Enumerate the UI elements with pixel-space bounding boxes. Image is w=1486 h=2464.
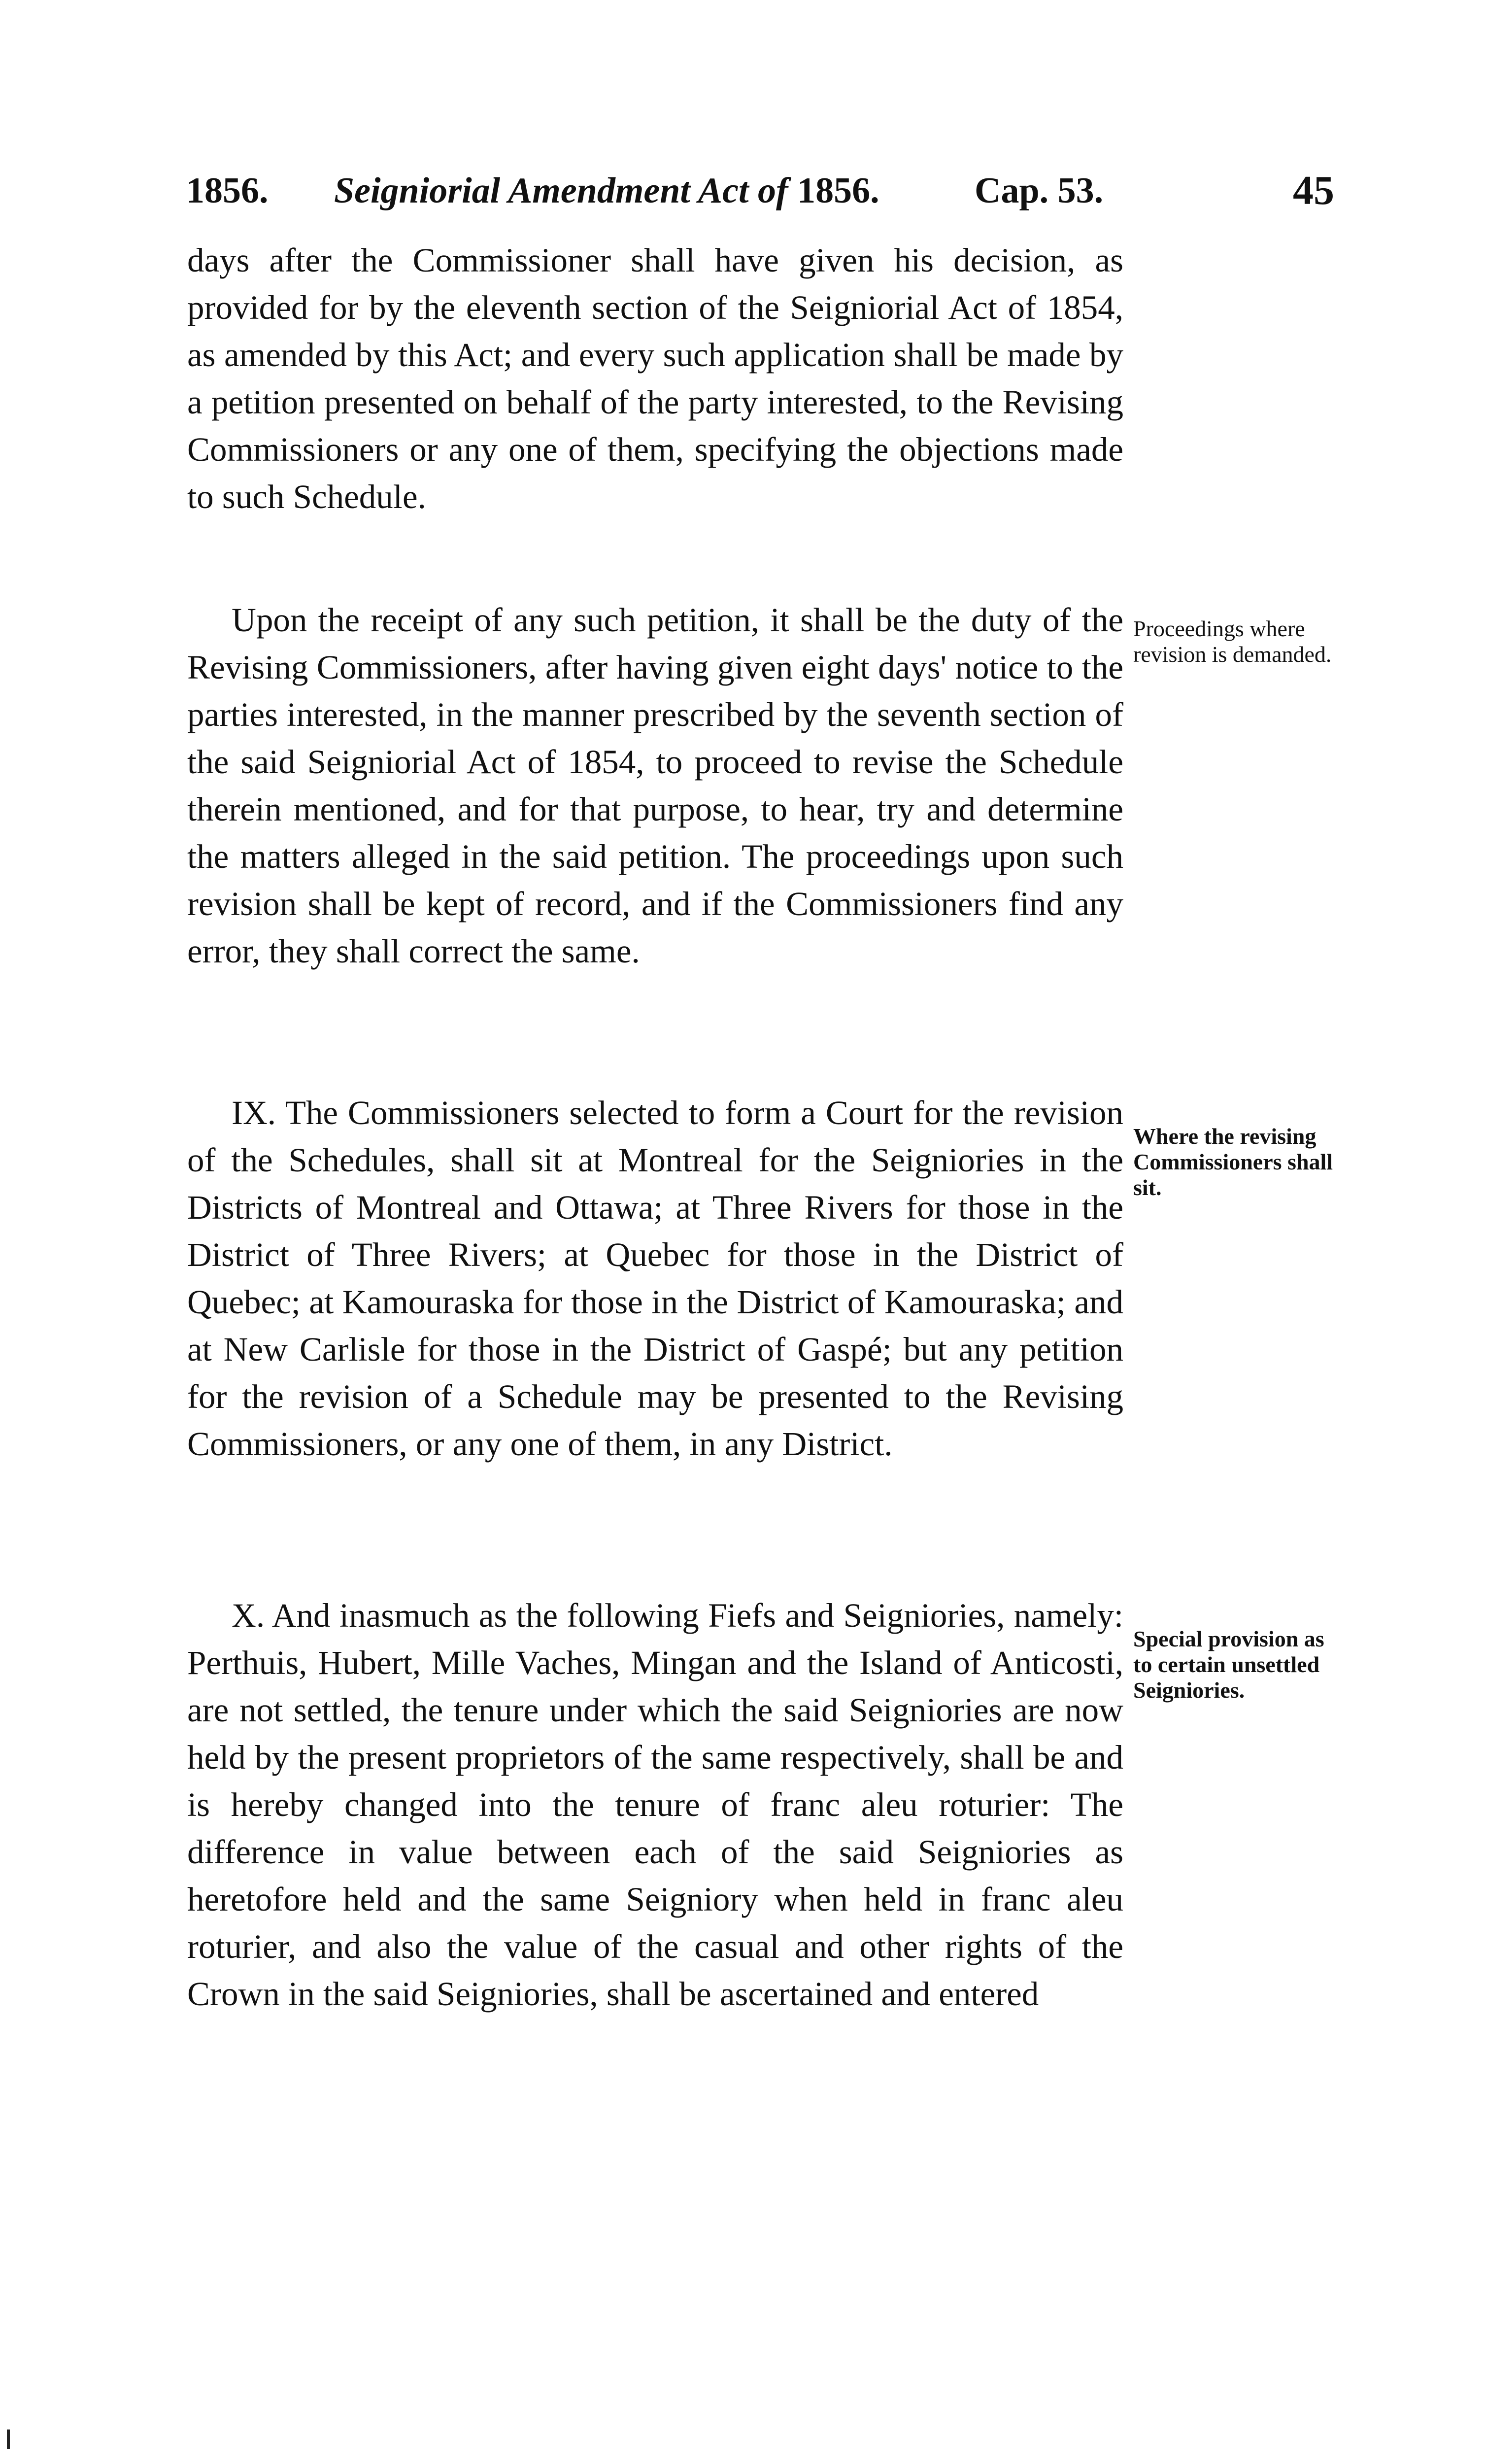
- margin-note-where-sit: Where the revising Commissioners shall sit.: [1133, 1124, 1333, 1200]
- margin-note-special-provision: Special provision as to certain unsettled Seigniories.: [1133, 1626, 1324, 1703]
- paragraph-continuation: days after the Commissioner shall have given his decision, as provided for by the eleventh section of the Seigniorial Act of 1854, as amended by this Act; and every such application shall be made by a petition presented on behalf of the party interested, to the Revising Commissioners or any one of them, specifying the objections made to such Schedule.: [187, 241, 1123, 515]
- page-edge-mark: [7, 2430, 10, 2449]
- section-ix: IX. The Commissioners selected to form a Court for the revision of the Schedules, shall sit at Montreal for the Seigniories in the Districts of Montreal and Ottawa; at Three Rivers for those in the District of Three Rivers; at Quebec for those in the District of Quebec; at Kamouraska for those in the District of Kamouraska; and at New Carlisle for those in the District of Gaspé; but any petition for the revision of a Schedule may be presented to the Revising Commissioners, or any one of them, in any District.: [187, 1094, 1123, 1463]
- paragraph-revision-duty: Upon the receipt of any such petition, it shall be the duty of the Revising Commissioners, after having given eight days' notice to the parties interested, in the manner prescribed by the seventh section of the said Seigniorial Act of 1854, to proceed to revise the Schedule therein mentioned, and for that purpose, to hear, try and determine the matters alleged in the said petition. The proceedings upon such revision shall be kept of record, and if the Commissioners find any error, they shall correct the same.: [187, 601, 1123, 970]
- header-chapter: Cap. 53.: [975, 171, 1104, 211]
- margin-note-proceedings: Proceedings where revision is demanded.: [1133, 616, 1332, 667]
- header-title: [334, 164, 879, 218]
- header-year: 1856.: [186, 171, 269, 211]
- header-title-italic: Seigniorial Amendment Act of: [334, 171, 788, 211]
- section-x: X. And inasmuch as the following Fiefs and Seigniories, namely: Perthuis, Hubert, Mille Vaches, Mingan and the Island of Anticosti, are not settled, the tenure under which the said Seigniories are now held by the present proprietors of the same respectively, shall be and is hereby changed into the tenure of franc aleu roturier: The difference in value between each of the said Seigniories as heretofore held and the same Seigniory when held in franc aleu roturier, and also the value of the casual and other rights of the Crown in the said Seigniories, shall be ascertained and entered: [187, 1597, 1123, 2013]
- header-title-year: 1856.: [788, 171, 879, 211]
- page-number: 45: [1293, 168, 1334, 213]
- running-header: [186, 164, 1339, 218]
